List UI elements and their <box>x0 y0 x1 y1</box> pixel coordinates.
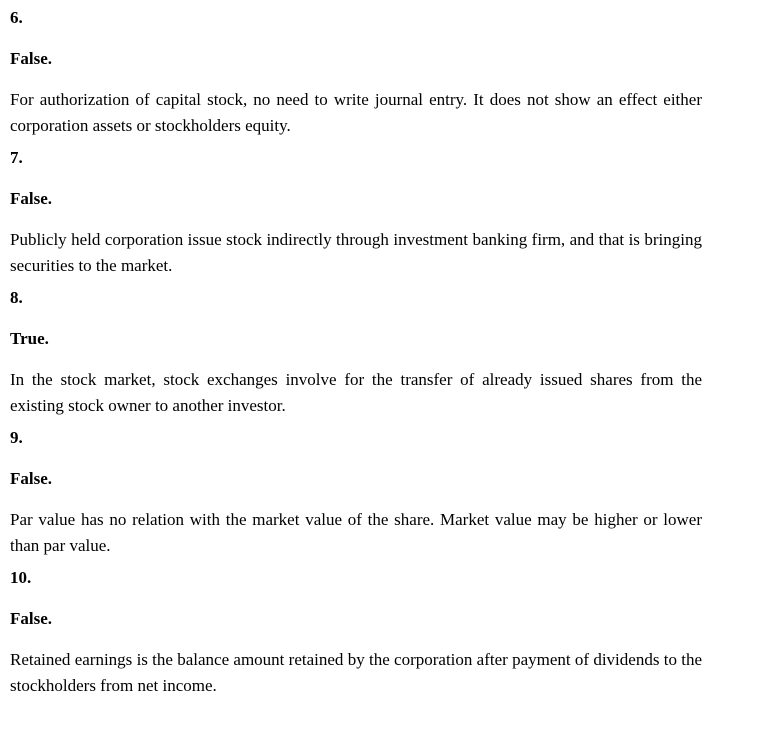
answer-explanation: For authorization of capital stock, no need to write journal entry. It does not show an effect either corporation assets or stockholders equity. <box>10 90 702 135</box>
document-body <box>10 0 702 699</box>
answer-verdict: False. <box>10 189 53 208</box>
answer-explanation: Publicly held corporation issue stock indirectly through investment banking firm, and that is bringing securities to the market. <box>10 230 702 275</box>
answer-item-9 <box>10 428 702 559</box>
answer-item-7 <box>10 148 702 279</box>
question-number: 6. <box>10 8 23 27</box>
question-number: 7. <box>10 148 23 167</box>
answer-verdict: False. <box>10 49 53 68</box>
answer-item-6 <box>10 8 702 139</box>
answer-explanation: In the stock market, stock exchanges involve for the transfer of already issued shares from the existing stock owner to another investor. <box>10 370 702 415</box>
answer-verdict: False. <box>10 609 53 628</box>
answer-item-10 <box>10 568 702 699</box>
answer-verdict: False. <box>10 469 53 488</box>
answer-item-8 <box>10 288 702 419</box>
question-number: 10. <box>10 568 32 587</box>
question-number: 9. <box>10 428 23 447</box>
answer-verdict: True. <box>10 329 49 348</box>
answer-explanation: Par value has no relation with the market value of the share. Market value may be higher or lower than par value. <box>10 510 702 555</box>
question-number: 8. <box>10 288 23 307</box>
answer-explanation: Retained earnings is the balance amount retained by the corporation after payment of dividends to the stockholders from net income. <box>10 650 702 695</box>
